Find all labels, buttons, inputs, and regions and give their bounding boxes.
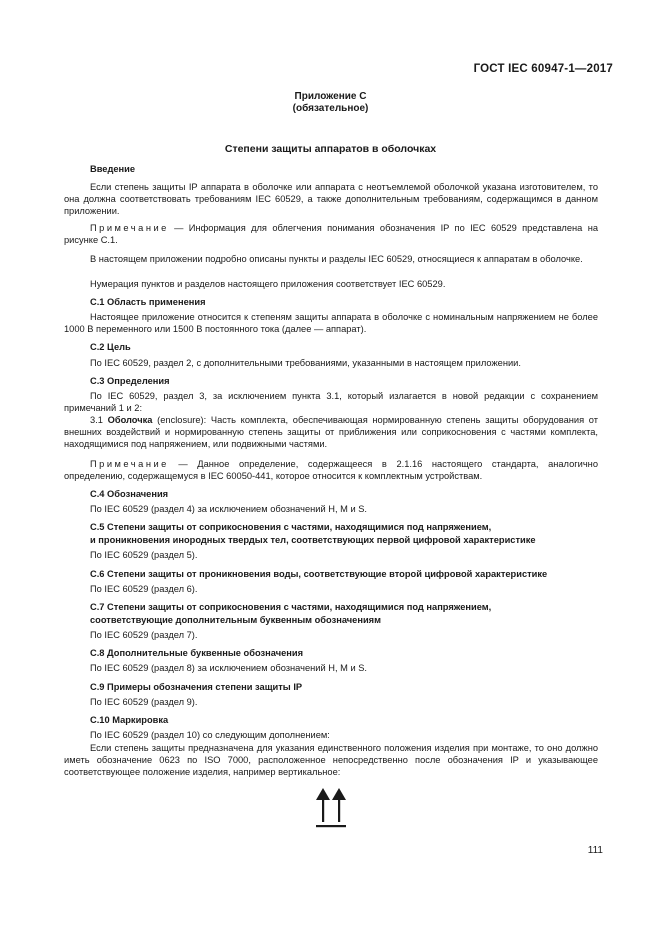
note-text: — Информация для облегчения понимания обозначения IP по IEC 60529 представлена на рисунке C.1. xyxy=(64,223,598,246)
section-c6-heading: C.6 Степени защиты от проникновения воды, соответствующие второй цифровой характеристике xyxy=(90,569,548,579)
section-c8-text: По IEC 60529 (раздел 8) за исключением обозначений H, M и S. xyxy=(90,663,368,673)
section-c5-text: По IEC 60529 (раздел 5). xyxy=(90,550,198,560)
section-c6-text: По IEC 60529 (раздел 6). xyxy=(90,584,198,594)
section-c10-heading: C.10 Маркировка xyxy=(90,715,169,725)
section-c1-heading: C.1 Область применения xyxy=(90,297,206,307)
section-c7-text: По IEC 60529 (раздел 7). xyxy=(90,630,198,640)
intro-paragraph-3: Нумерация пунктов и разделов настоящего приложения соответствует IEC 60529. xyxy=(90,279,446,289)
section-c7-heading-line-2: соответствующие дополнительным буквенным обозначениям xyxy=(90,615,381,625)
section-c3-definition xyxy=(64,414,598,450)
definition-number: 3.1 xyxy=(90,415,108,425)
definition-text: (enclosure): Часть комплекта, обеспечивающая нормированную степень защиты оборудования от внешних воздействий и нормированную степень защиты от приближения или соприкосновения с частями комплекта, находящимися под напряжением, или подвижными частями. xyxy=(64,415,598,450)
section-c2-heading: C.2 Цель xyxy=(90,342,131,352)
section-c3-heading: C.3 Определения xyxy=(90,376,170,386)
section-c9-heading: C.9 Примеры обозначения степени защиты IP xyxy=(90,682,303,692)
intro-note xyxy=(64,222,598,246)
section-c1-text: Настоящее приложение относится к степеням защиты аппарата в оболочке с номинальным напряжением не более 1000 В переменного или 1500 В постоянного тока (далее — аппарат). xyxy=(64,312,598,335)
section-c3-text: По IEC 60529, раздел 3, за исключением пункта 3.1, который излагается в новой редакции с сохранением примечаний 1 и 2: xyxy=(64,391,598,414)
definition-term: Оболочка xyxy=(107,415,153,425)
note-label: Примечание xyxy=(90,223,169,233)
section-c4-heading: C.4 Обозначения xyxy=(90,489,169,499)
section-c4-text: По IEC 60529 (раздел 4) за исключением обозначений H, M и S. xyxy=(90,504,368,514)
note-label: Примечание xyxy=(90,459,169,469)
standard-designation: ГОСТ IEC 60947-1—2017 xyxy=(473,63,613,75)
page-number: 111 xyxy=(587,845,603,856)
section-c5-heading-line-1: C.5 Степени защиты от соприкосновения с частями, находящимися под напряжением, xyxy=(90,522,492,532)
section-c2-text: По IEC 60529, раздел 2, с дополнительными требованиями, указанными в настоящем приложении. xyxy=(90,358,521,368)
section-c10-text-2: Если степень защиты предназначена для указания единственного положения изделия при монтаже, то оно должно иметь обозначение 0623 по ISO 7000, расположенное непосредственно после обозначения IP и указывающее соответствующее положение изделия, например вертикальное: xyxy=(64,743,598,778)
section-c9-text: По IEC 60529 (раздел 9). xyxy=(90,697,198,707)
section-c5-heading-line-2: и проникновения инородных твердых тел, соответствующих первой цифровой характеристике xyxy=(90,535,536,545)
intro-paragraph-2: В настоящем приложении подробно описаны пункты и разделы IEC 60529, относящиеся к аппаратам в оболочке. xyxy=(90,254,583,264)
intro-heading: Введение xyxy=(90,164,136,174)
intro-paragraph-1: Если степень защиты IP аппарата в оболочке или аппарата с неотъемлемой оболочкой указана изготовителем, то она должна соответствовать требованиям IEC 60529, а также дополнительным требованиям, содержащимся в данном приложении. xyxy=(64,182,598,217)
note-text: — Данное определение, содержащееся в 2.1.16 настоящего стандарта, аналогично определению, содержащемуся в IEC 60050-441, которое относится к комплектным устройствам. xyxy=(64,459,598,482)
appendix-title: Приложение C xyxy=(294,91,367,102)
section-c7-heading-line-1: C.7 Степени защиты от соприкосновения с частями, находящимися под напряжением, xyxy=(90,602,492,612)
section-c3-note xyxy=(64,458,598,482)
section-c10-text-1: По IEC 60529 (раздел 10) со следующим дополнением: xyxy=(90,730,330,740)
document-title: Степени защиты аппаратов в оболочках xyxy=(224,143,437,155)
appendix-status: (обязательное) xyxy=(292,103,369,114)
section-c8-heading: C.8 Дополнительные буквенные обозначения xyxy=(90,648,304,658)
iso-7000-0623-this-way-up-icon xyxy=(313,786,349,830)
